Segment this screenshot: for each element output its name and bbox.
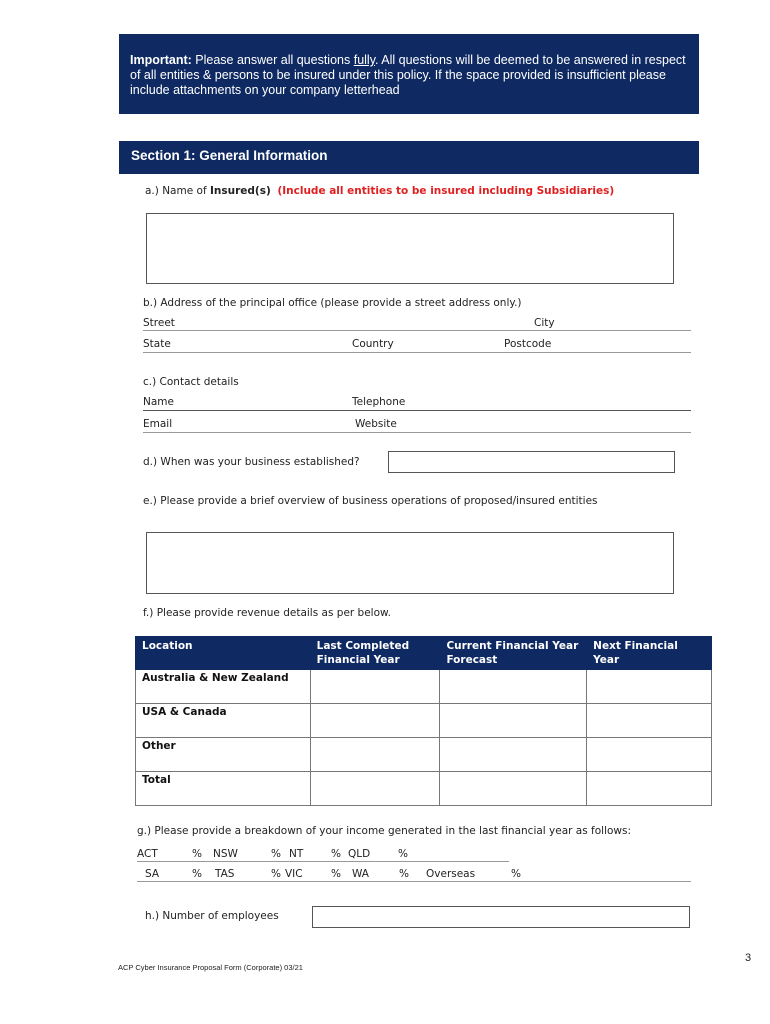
income-row1-input-line[interactable] [137, 861, 509, 862]
insured-name-input[interactable] [146, 213, 674, 284]
business-overview-input[interactable] [146, 532, 674, 594]
telephone-label: Telephone [352, 396, 406, 408]
name-telephone-input-line[interactable] [143, 410, 691, 411]
revenue-cell[interactable] [310, 704, 440, 738]
row-label: Total [136, 772, 311, 806]
footer-text: ACP Cyber Insurance Proposal Form (Corporate) 03/21 [118, 963, 303, 972]
postcode-label: Postcode [504, 338, 552, 350]
revenue-cell[interactable] [440, 704, 587, 738]
row-label: USA & Canada [136, 704, 311, 738]
question-a-label: a.) Name of Insured(s) (Include all entities to be insured including Subsidiaries) [145, 185, 615, 197]
revenue-cell[interactable] [310, 670, 440, 704]
question-f-label: f.) Please provide revenue details as per below. [143, 607, 391, 619]
state-tas-label: TAS [215, 868, 235, 880]
state-act-label: ACT [137, 848, 158, 860]
percent-sign: % [271, 868, 281, 880]
header-current-forecast: Current Financial Year Forecast [440, 637, 587, 670]
state-wa-label: WA [352, 868, 369, 880]
table-row [136, 704, 712, 738]
table-row [136, 670, 712, 704]
row-label: Australia & New Zealand [136, 670, 311, 704]
question-e-label: e.) Please provide a brief overview of business operations of proposed/insured entities [143, 495, 598, 507]
city-label: City [534, 317, 555, 329]
street-city-input-line[interactable] [143, 330, 691, 331]
revenue-cell[interactable] [587, 670, 712, 704]
percent-sign: % [331, 868, 341, 880]
revenue-cell[interactable] [310, 772, 440, 806]
header-next-year: Next Financial Year [587, 637, 712, 670]
revenue-table-header [136, 637, 712, 670]
email-label: Email [143, 418, 173, 430]
percent-sign: % [192, 848, 202, 860]
revenue-cell[interactable] [587, 738, 712, 772]
row-label: Other [136, 738, 311, 772]
employees-input[interactable] [312, 906, 690, 928]
question-b-label: b.) Address of the principal office (please provide a street address only.) [143, 297, 522, 309]
table-row [136, 738, 712, 772]
header-location: Location [136, 637, 311, 670]
percent-sign: % [271, 848, 281, 860]
question-g-label: g.) Please provide a breakdown of your income generated in the last financial year as follows: [137, 825, 632, 837]
business-established-input[interactable] [388, 451, 675, 473]
percent-sign: % [192, 868, 202, 880]
country-label: Country [352, 338, 394, 350]
percent-sign: % [331, 848, 341, 860]
revenue-cell[interactable] [440, 738, 587, 772]
question-d-label: d.) When was your business established? [143, 456, 360, 468]
table-row [136, 772, 712, 806]
revenue-cell[interactable] [587, 772, 712, 806]
state-nsw-label: NSW [213, 848, 238, 860]
percent-sign: % [399, 868, 409, 880]
state-label: State [143, 338, 171, 350]
state-sa-label: SA [145, 868, 160, 880]
question-h-label: h.) Number of employees [145, 910, 279, 922]
state-nt-label: NT [289, 848, 304, 860]
revenue-cell[interactable] [440, 772, 587, 806]
revenue-cell[interactable] [310, 738, 440, 772]
section-title: Section 1: General Information [119, 141, 699, 174]
street-label: Street [143, 317, 175, 329]
state-country-postcode-input-line[interactable] [143, 352, 691, 353]
state-qld-label: QLD [348, 848, 371, 860]
revenue-table [135, 636, 712, 806]
header-last-completed: Last Completed Financial Year [310, 637, 440, 670]
email-website-input-line[interactable] [143, 432, 691, 433]
contact-name-label: Name [143, 396, 174, 408]
revenue-cell[interactable] [440, 670, 587, 704]
revenue-cell[interactable] [587, 704, 712, 738]
question-c-label: c.) Contact details [143, 376, 239, 388]
state-vic-label: VIC [285, 868, 303, 880]
important-notice: Important: Please answer all questions fully. All questions will be deemed to be answered in respect of all entities & persons to be insured under this policy. If the space provided is insufficient please include attachments on your company letterhead [119, 34, 699, 114]
overseas-label: Overseas [426, 868, 476, 880]
website-label: Website [355, 418, 397, 430]
page-number: 3 [745, 952, 752, 964]
percent-sign: % [398, 848, 408, 860]
percent-sign: % [511, 868, 521, 880]
income-row2-input-line[interactable] [137, 881, 691, 882]
